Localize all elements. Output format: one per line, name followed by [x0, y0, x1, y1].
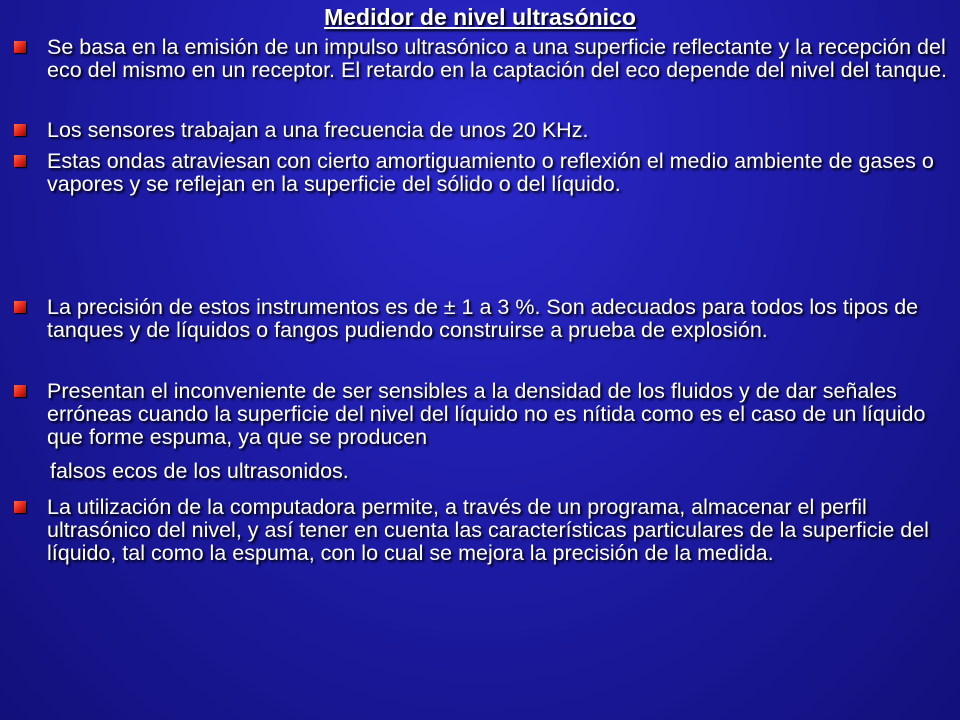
bullet-continuation-text: falsos ecos de los ultrasonidos. [50, 459, 349, 483]
bullet-square-icon [14, 124, 26, 136]
bullet-square-icon [14, 301, 26, 313]
bullet-square-icon [14, 155, 26, 167]
bullet-text: La precisión de estos instrumentos es de ± 1 a 3 %. Son adecuados para todos los tipos de tanques y de líquidos o fangos pudiendo construirse a prueba de explosión. [47, 295, 919, 342]
bullet-text: Presentan el inconveniente de ser sensibles a la densidad de los fluidos y de dar señales erróneas cuando la superficie del nivel del líquido no es nítida como es el caso de un líquido que forme espuma, ya que se producen [47, 379, 926, 449]
bullet-text: Se basa en la emisión de un impulso ultrasónico a una superficie reflectante y la recepción del eco del mismo en un receptor. El retardo en la captación del eco depende del nivel del tanque. [47, 35, 948, 82]
bullet-text: Los sensores trabajan a una frecuencia de unos 20 KHz. [47, 118, 589, 142]
bullet-square-icon [14, 41, 26, 53]
bullet-text: Estas ondas atraviesan con cierto amortiguamiento o reflexión el medio ambiente de gases o vapores y se reflejan en la superficie del sólido o del líquido. [47, 149, 934, 196]
slide-title: Medidor de nivel ultrasónico [324, 4, 636, 30]
bullet-text: La utilización de la computadora permite, a través de un programa, almacenar el perfil ultrasónico del nivel, y así tener en cuenta las características particulares de la superficie del líquido, tal como la espuma, con lo cual se mejora la precisión de la medida. [47, 495, 929, 565]
bullet-square-icon [14, 501, 26, 513]
bullet-square-icon [14, 385, 26, 397]
